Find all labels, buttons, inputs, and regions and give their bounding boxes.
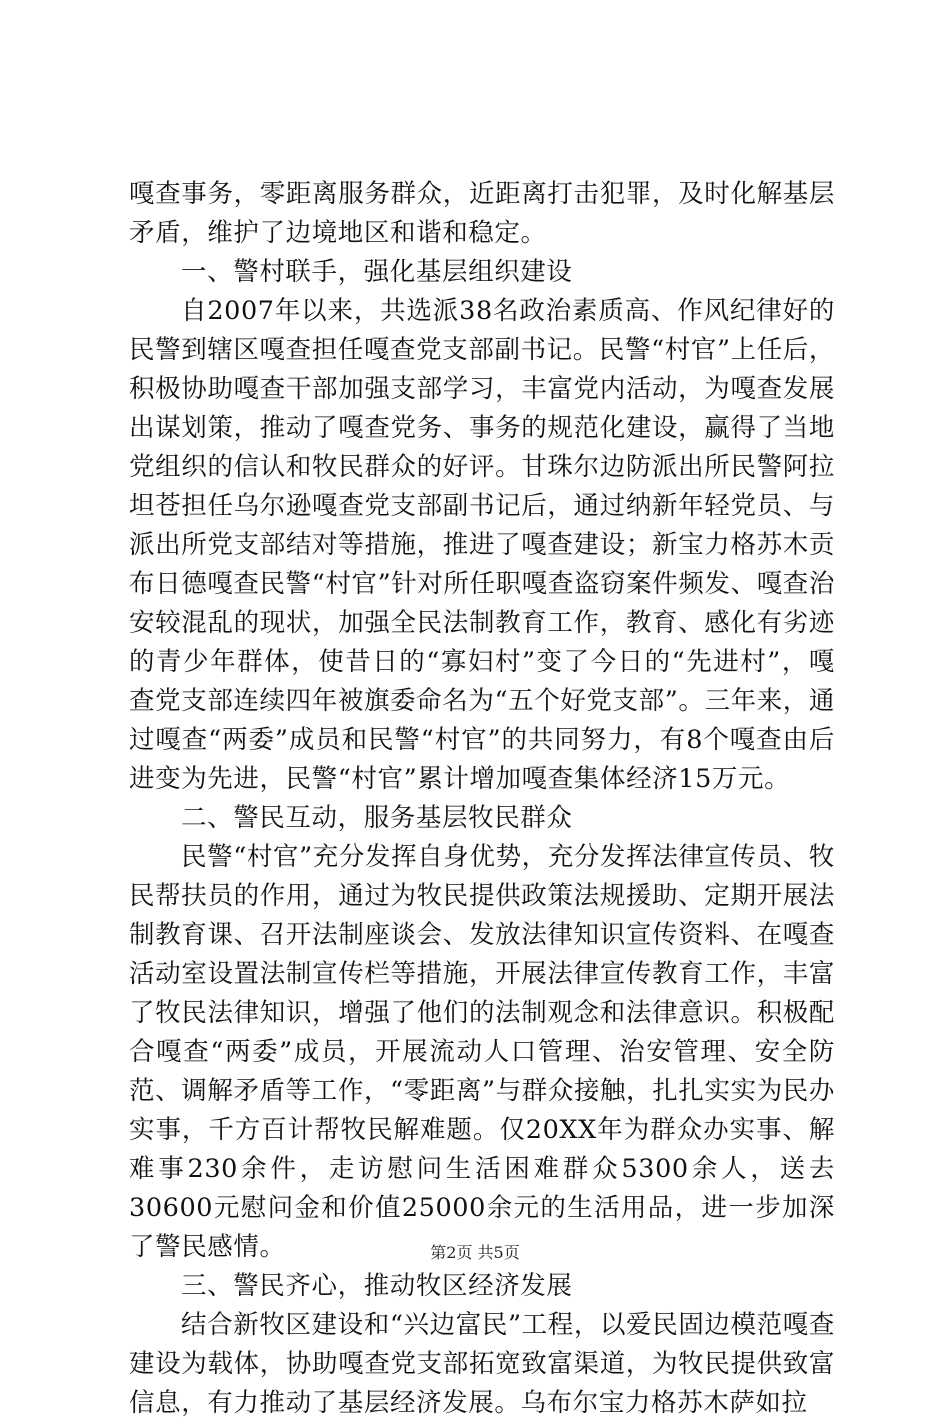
- continuation-paragraph: 嘎查事务，零距离服务群众，近距离打击犯罪，及时化解基层矛盾，维护了边境地区和谐和稳定。: [129, 179, 835, 248]
- section-paragraph-3: 结合新牧区建设和“兴边富民”工程，以爱民固边模范嘎查建设为载体，协助嘎查党支部拓宽致富渠道，为牧民提供致富信息，有力推动了基层经济发展。乌布尔宝力格苏木萨如拉: [129, 1310, 835, 1418]
- document-body: [129, 175, 835, 1423]
- section-heading-2: 二、警民互动，服务基层牧民群众: [181, 803, 573, 833]
- page-number-footer: 第2页 共5页: [430, 1243, 520, 1262]
- section-heading-3: 三、警民齐心，推动牧区经济发展: [181, 1271, 573, 1301]
- section-paragraph-2: 民警“村官”充分发挥自身优势，充分发挥法律宣传员、牧民帮扶员的作用，通过为牧民提供政策法规援助、定期开展法制教育课、召开法制座谈会、发放法律知识宣传资料、在嘎查活动室设置法制宣传栏等措施，开展法律宣传教育工作，丰富了牧民法律知识，增强了他们的法制观念和法律意识。积极配合嘎查“两委”成员，开展流动人口管理、治安管理、安全防范、调解矛盾等工作，“零距离”与群众接触，扎扎实实为民办实事，千方百计帮牧民解难题。仅20XX年为群众办实事、解难事230余件，走访慰问生活困难群众5300余人，送去30600元慰问金和价值25000余元的生活用品，进一步加深了警民感情。: [129, 842, 835, 1262]
- section-paragraph-1: 自2007年以来，共选派38名政治素质高、作风纪律好的民警到辖区嘎查担任嘎查党支部副书记。民警“村官”上任后，积极协助嘎查干部加强支部学习，丰富党内活动，为嘎查发展出谋划策，推动了嘎查党务、事务的规范化建设，赢得了当地党组织的信认和牧民群众的好评。甘珠尔边防派出所民警阿拉坦苍担任乌尔逊嘎查党支部副书记后，通过纳新年轻党员、与派出所党支部结对等措施，推进了嘎查建设；新宝力格苏木贡布日德嘎查民警“村官”针对所任职嘎查盗窃案件频发、嘎查治安较混乱的现状，加强全民法制教育工作，教育、感化有劣迹的青少年群体，使昔日的“寡妇村”变了今日的“先进村”，嘎查党支部连续四年被旗委命名为“五个好党支部”。三年来，通过嘎查“两委”成员和民警“村官”的共同努力，有8个嘎查由后进变为先进，民警“村官”累计增加嘎查集体经济15万元。: [129, 296, 835, 794]
- section-heading-1: 一、警村联手，强化基层组织建设: [181, 257, 573, 287]
